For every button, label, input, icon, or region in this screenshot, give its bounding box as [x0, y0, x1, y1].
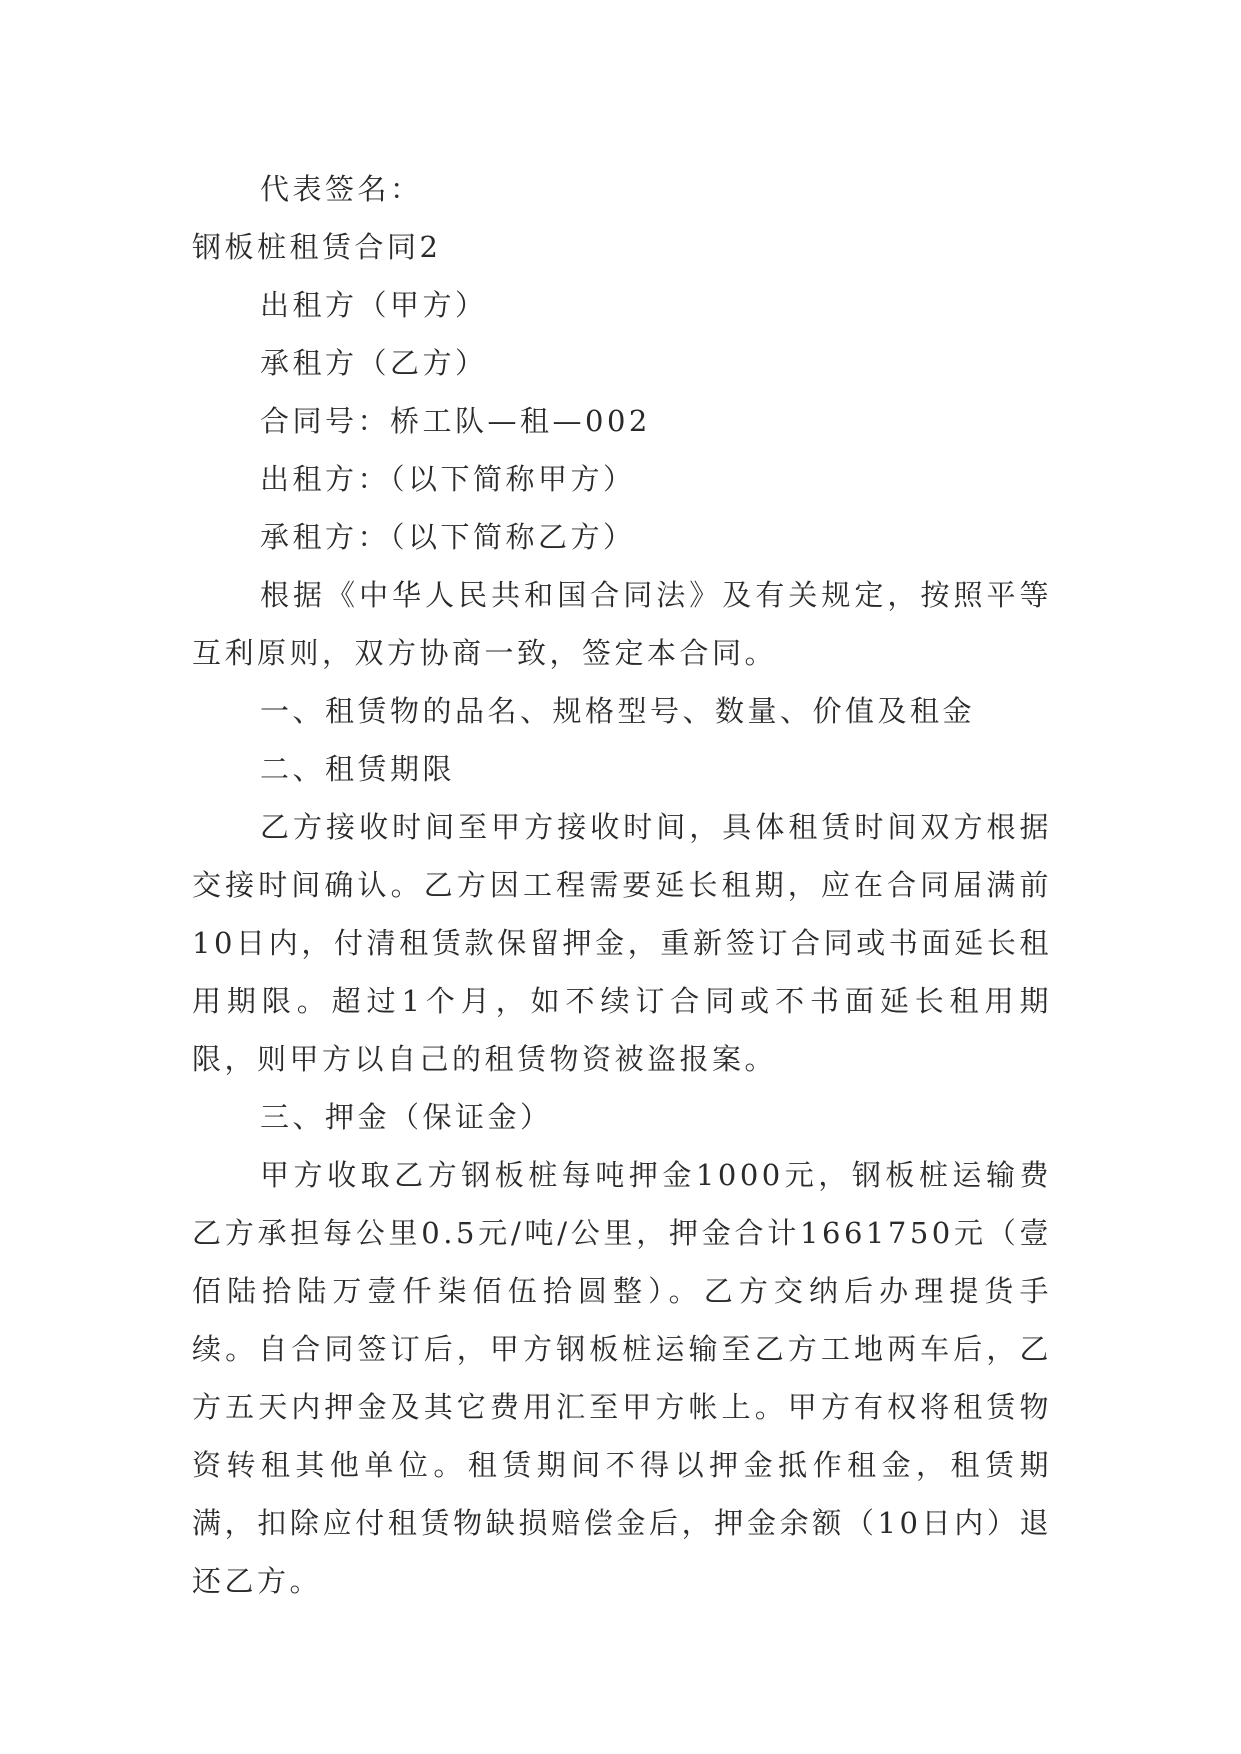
section-3-body: 甲方收取乙方钢板桩每吨押金1000元，钢板桩运输费乙方承担每公里0.5元/吨/公里，押金合计1661750元（壹佰陆拾陆万壹仟柒佰伍拾圆整）。乙方交纳后办理提货手续。自合同签订后，甲方钢板桩运输至乙方工地两车后，乙方五天内押金及其它费用汇至甲方帐上。甲方有权将租赁物资转租其他单位。租赁期间不得以押金抵作租金，租赁期满，扣除应付租赁物缺损赔偿金后，押金余额（10日内）退还乙方。	[192, 1158, 1052, 1598]
lessee-abbreviation: 承租方：（以下简称乙方）	[260, 520, 636, 554]
document-body	[192, 160, 1052, 1610]
contract-number: 合同号：桥工队—租—002	[260, 404, 651, 438]
section-2-heading: 二、租赁期限	[260, 752, 456, 786]
section-2-body: 乙方接收时间至甲方接收时间，具体租赁时间双方根据交接时间确认。乙方因工程需要延长租期，应在合同届满前10日内，付清租赁款保留押金，重新签订合同或书面延长租用期限。超过1个月，如不续订合同或不书面延长租用期限，则甲方以自己的租赁物资被盗报案。	[192, 810, 1052, 1076]
lessor-party: 出租方（甲方）	[260, 288, 488, 322]
section-1-heading: 一、租赁物的品名、规格型号、数量、价值及租金	[260, 694, 976, 728]
lessor-abbreviation: 出租方：（以下简称甲方）	[260, 462, 636, 496]
section-3-heading: 三、押金（保证金）	[260, 1100, 553, 1134]
lessee-party: 承租方（乙方）	[260, 346, 488, 380]
preamble-paragraph: 根据《中华人民共和国合同法》及有关规定，按照平等互利原则，双方协商一致，签定本合同。	[192, 578, 1052, 670]
signature-line: 代表签名：	[260, 172, 423, 206]
contract-title: 钢板桩租赁合同2	[192, 230, 442, 264]
